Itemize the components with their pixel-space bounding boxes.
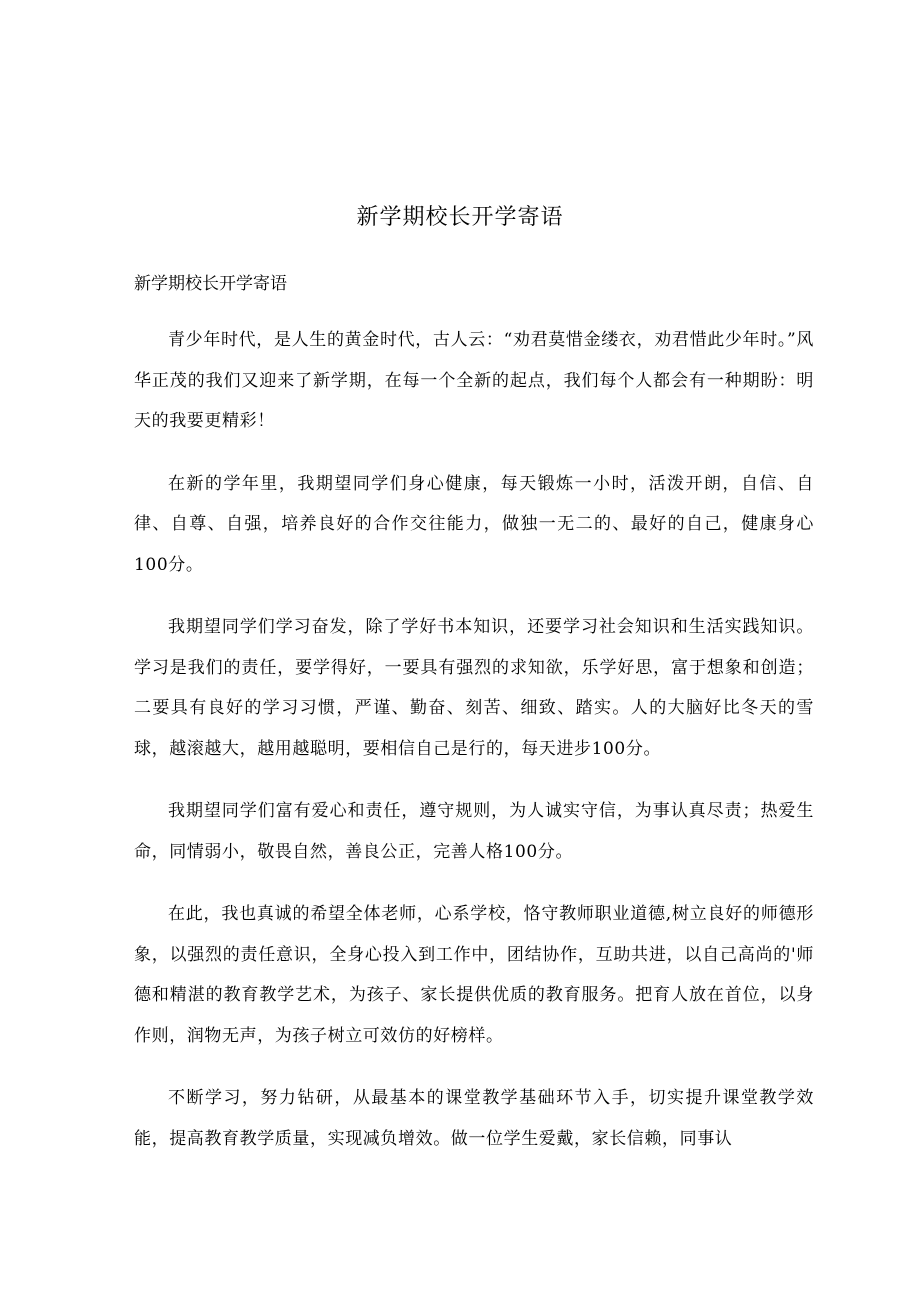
paragraph-2: 在新的学年里，我期望同学们身心健康，每天锻炼一小时，活泼开朗，自信、自律、自尊、自强，培养良好的合作交往能力，做独一无二的、最好的自己，健康身心100分。	[134, 473, 814, 575]
paragraph-5: 在此，我也真诚的希望全体老师，心系学校，恪守教师职业道德,树立良好的师德形象，以强烈的责任意识，全身心投入到工作中，团结协作，互助共进，以自己高尚的'师德和精湛的教育教学艺术，为孩子、家长提供优质的教育服务。把育人放在首位，以身作则，润物无声，为孩子树立可效仿的好榜样。	[134, 904, 814, 1046]
document-subtitle: 新学期校长开学寄语	[134, 274, 287, 294]
document-title: 新学期校长开学寄语	[356, 205, 564, 230]
paragraph-1: 青少年时代，是人生的黄金时代，古人云：“劝君莫惜金缕衣，劝君惜此少年时。”风华正茂的我们又迎来了新学期，在每一个全新的起点，我们每个人都会有一种期盼：明天的我要更精彩！	[134, 330, 814, 431]
document-body	[134, 320, 814, 1181]
paragraph-6: 不断学习，努力钻研，从最基本的课堂教学基础环节入手，切实提升课堂教学效能，提高教育教学质量，实现减负增效。做一位学生爱戴，家长信赖，同事认	[134, 1088, 814, 1149]
paragraph-3: 我期望同学们学习奋发，除了学好书本知识，还要学习社会知识和生活实践知识。学习是我们的责任，要学得好，一要具有强烈的求知欲，乐学好思，富于想象和创造；二要具有良好的学习习惯，严谨、勤奋、刻苦、细致、踏实。人的大脑好比冬天的雪球，越滚越大，越用越聪明，要相信自己是行的，每天进步100分。	[134, 617, 814, 759]
paragraph-4: 我期望同学们富有爱心和责任，遵守规则，为人诚实守信，为事认真尽责；热爱生命，同情弱小，敬畏自然，善良公正，完善人格100分。	[134, 801, 814, 862]
